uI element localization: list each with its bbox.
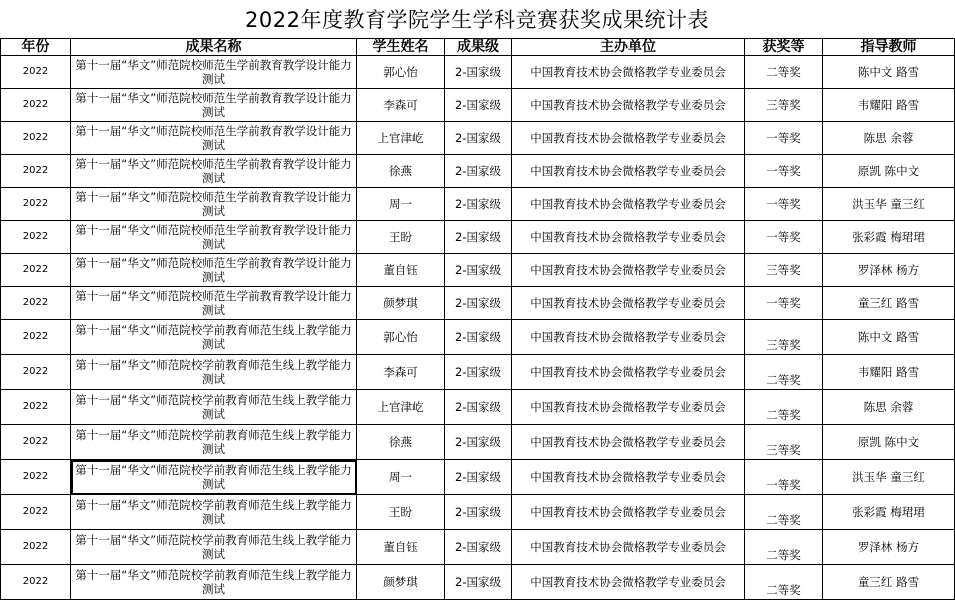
cell-award[interactable]: 二等奖 bbox=[745, 530, 823, 565]
cell-advisor[interactable]: 原凯 陈中文 bbox=[823, 155, 955, 188]
cell-award[interactable]: 二等奖 bbox=[745, 355, 823, 390]
cell-name[interactable]: 第十一届“华文”师范院校师范生学前教育教学设计能力测试 bbox=[71, 56, 357, 89]
cell-student[interactable]: 周一 bbox=[357, 188, 445, 221]
cell-student[interactable]: 郭心怡 bbox=[357, 320, 445, 355]
cell-host[interactable]: 中国教育技术协会微格教学专业委员会 bbox=[512, 56, 745, 89]
cell-name[interactable]: 第十一届“华文”师范院校师范生学前教育教学设计能力测试 bbox=[71, 287, 357, 320]
table-row bbox=[1, 188, 955, 221]
cell-advisor[interactable]: 张彩霞 梅珺珺 bbox=[823, 221, 955, 254]
cell-level[interactable]: 2-国家级 bbox=[445, 89, 512, 122]
cell-year[interactable]: 2022 bbox=[1, 56, 71, 89]
cell-level[interactable]: 2-国家级 bbox=[445, 355, 512, 390]
cell-year[interactable]: 2022 bbox=[1, 565, 71, 600]
cell-host[interactable]: 中国教育技术协会微格教学专业委员会 bbox=[512, 320, 745, 355]
cell-advisor[interactable]: 罗泽林 杨方 bbox=[823, 254, 955, 287]
table-row bbox=[1, 355, 955, 390]
cell-name[interactable]: 第十一届“华文”师范院校师范生学前教育教学设计能力测试 bbox=[71, 122, 357, 155]
cell-advisor[interactable]: 洪玉华 童三红 bbox=[823, 188, 955, 221]
cell-year[interactable]: 2022 bbox=[1, 390, 71, 425]
cell-student[interactable]: 郭心怡 bbox=[357, 56, 445, 89]
cell-level[interactable]: 2-国家级 bbox=[445, 254, 512, 287]
cell-host[interactable]: 中国教育技术协会微格教学专业委员会 bbox=[512, 89, 745, 122]
cell-advisor[interactable]: 童三红 路雪 bbox=[823, 287, 955, 320]
table-row bbox=[1, 425, 955, 460]
cell-name[interactable]: 第十一届“华文”师范院校学前教育师范生线上教学能力测试 bbox=[71, 460, 357, 495]
table-row bbox=[1, 460, 955, 495]
sheet-title[interactable]: 2022年度教育学院学生学科竞赛获奖成果统计表 bbox=[0, 0, 954, 39]
cell-level[interactable]: 2-国家级 bbox=[445, 390, 512, 425]
cell-advisor[interactable]: 洪玉华 童三红 bbox=[823, 460, 955, 495]
table-row bbox=[1, 122, 955, 155]
cell-advisor[interactable]: 张彩霞 梅珺珺 bbox=[823, 495, 955, 530]
cell-host[interactable]: 中国教育技术协会微格教学专业委员会 bbox=[512, 155, 745, 188]
cell-name[interactable]: 第十一届“华文”师范院校学前教育师范生线上教学能力测试 bbox=[71, 530, 357, 565]
cell-advisor[interactable]: 陈中文 路雪 bbox=[823, 56, 955, 89]
cell-year[interactable]: 2022 bbox=[1, 530, 71, 565]
cell-year[interactable]: 2022 bbox=[1, 221, 71, 254]
cell-name[interactable]: 第十一届“华文”师范院校学前教育师范生线上教学能力测试 bbox=[71, 355, 357, 390]
cell-student[interactable]: 徐燕 bbox=[357, 155, 445, 188]
table-row bbox=[1, 287, 955, 320]
cell-award[interactable]: 三等奖 bbox=[745, 254, 823, 287]
cell-level[interactable]: 2-国家级 bbox=[445, 122, 512, 155]
cell-name[interactable]: 第十一届“华文”师范院校学前教育师范生线上教学能力测试 bbox=[71, 425, 357, 460]
header-advisor[interactable]: 指导教师 bbox=[823, 39, 955, 56]
cell-award[interactable]: 三等奖 bbox=[745, 425, 823, 460]
cell-host[interactable]: 中国教育技术协会微格教学专业委员会 bbox=[512, 287, 745, 320]
cell-advisor[interactable]: 陈中文 路雪 bbox=[823, 320, 955, 355]
cell-host[interactable]: 中国教育技术协会微格教学专业委员会 bbox=[512, 565, 745, 600]
cell-level[interactable]: 2-国家级 bbox=[445, 565, 512, 600]
table-row bbox=[1, 530, 955, 565]
table-row bbox=[1, 221, 955, 254]
cell-level[interactable]: 2-国家级 bbox=[445, 188, 512, 221]
cell-name[interactable]: 第十一届“华文”师范院校师范生学前教育教学设计能力测试 bbox=[71, 188, 357, 221]
table-row bbox=[1, 254, 955, 287]
cell-award[interactable]: 一等奖 bbox=[745, 287, 823, 320]
cell-student[interactable]: 董自钰 bbox=[357, 254, 445, 287]
cell-award[interactable]: 一等奖 bbox=[745, 155, 823, 188]
header-level[interactable]: 成果级 bbox=[445, 39, 512, 56]
table-row bbox=[1, 155, 955, 188]
cell-host[interactable]: 中国教育技术协会微格教学专业委员会 bbox=[512, 122, 745, 155]
cell-level[interactable]: 2-国家级 bbox=[445, 495, 512, 530]
cell-advisor[interactable]: 原凯 陈中文 bbox=[823, 425, 955, 460]
cell-student[interactable]: 颜梦琪 bbox=[357, 565, 445, 600]
cell-student[interactable]: 上官津屹 bbox=[357, 390, 445, 425]
table-row bbox=[1, 89, 955, 122]
cell-level[interactable]: 2-国家级 bbox=[445, 425, 512, 460]
cell-host[interactable]: 中国教育技术协会微格教学专业委员会 bbox=[512, 460, 745, 495]
cell-advisor[interactable]: 陈思 余蓉 bbox=[823, 390, 955, 425]
header-row bbox=[1, 39, 955, 56]
cell-host[interactable]: 中国教育技术协会微格教学专业委员会 bbox=[512, 221, 745, 254]
table-row bbox=[1, 56, 955, 89]
cell-level[interactable]: 2-国家级 bbox=[445, 320, 512, 355]
cell-award[interactable]: 三等奖 bbox=[745, 89, 823, 122]
cell-host[interactable]: 中国教育技术协会微格教学专业委员会 bbox=[512, 425, 745, 460]
cell-level[interactable]: 2-国家级 bbox=[445, 460, 512, 495]
cell-student[interactable]: 李森可 bbox=[357, 89, 445, 122]
header-year[interactable]: 年份 bbox=[1, 39, 71, 56]
table-row bbox=[1, 390, 955, 425]
cell-student[interactable]: 颜梦琪 bbox=[357, 287, 445, 320]
cell-name[interactable]: 第十一届“华文”师范院校师范生学前教育教学设计能力测试 bbox=[71, 254, 357, 287]
cell-level[interactable]: 2-国家级 bbox=[445, 287, 512, 320]
cell-level[interactable]: 2-国家级 bbox=[445, 155, 512, 188]
cell-name[interactable]: 第十一届“华文”师范院校学前教育师范生线上教学能力测试 bbox=[71, 320, 357, 355]
cell-student[interactable]: 董自钰 bbox=[357, 530, 445, 565]
cell-advisor[interactable]: 韦耀阳 路雪 bbox=[823, 89, 955, 122]
header-student[interactable]: 学生姓名 bbox=[357, 39, 445, 56]
cell-name[interactable]: 第十一届“华文”师范院校师范生学前教育教学设计能力测试 bbox=[71, 155, 357, 188]
cell-advisor[interactable]: 罗泽林 杨方 bbox=[823, 530, 955, 565]
cell-year[interactable]: 2022 bbox=[1, 89, 71, 122]
cell-award[interactable]: 二等奖 bbox=[745, 56, 823, 89]
cell-award[interactable]: 二等奖 bbox=[745, 495, 823, 530]
cell-year[interactable]: 2022 bbox=[1, 287, 71, 320]
cell-level[interactable]: 2-国家级 bbox=[445, 221, 512, 254]
cell-name[interactable]: 第十一届“华文”师范院校师范生学前教育教学设计能力测试 bbox=[71, 221, 357, 254]
cell-host[interactable]: 中国教育技术协会微格教学专业委员会 bbox=[512, 390, 745, 425]
cell-year[interactable]: 2022 bbox=[1, 355, 71, 390]
cell-year[interactable]: 2022 bbox=[1, 320, 71, 355]
cell-award[interactable]: 一等奖 bbox=[745, 188, 823, 221]
cell-student[interactable]: 徐燕 bbox=[357, 425, 445, 460]
cell-year[interactable]: 2022 bbox=[1, 425, 71, 460]
cell-name[interactable]: 第十一届“华文”师范院校学前教育师范生线上教学能力测试 bbox=[71, 495, 357, 530]
cell-student[interactable]: 周一 bbox=[357, 460, 445, 495]
cell-level[interactable]: 2-国家级 bbox=[445, 56, 512, 89]
cell-award[interactable]: 一等奖 bbox=[745, 221, 823, 254]
header-host[interactable]: 主办单位 bbox=[512, 39, 745, 56]
cell-award[interactable]: 二等奖 bbox=[745, 390, 823, 425]
cell-award[interactable]: 二等奖 bbox=[745, 565, 823, 600]
cell-year[interactable]: 2022 bbox=[1, 155, 71, 188]
cell-advisor[interactable]: 韦耀阳 路雪 bbox=[823, 355, 955, 390]
table-row bbox=[1, 495, 955, 530]
cell-name[interactable]: 第十一届“华文”师范院校学前教育师范生线上教学能力测试 bbox=[71, 390, 357, 425]
cell-host[interactable]: 中国教育技术协会微格教学专业委员会 bbox=[512, 188, 745, 221]
cell-advisor[interactable]: 陈思 余蓉 bbox=[823, 122, 955, 155]
cell-advisor[interactable]: 童三红 路雪 bbox=[823, 565, 955, 600]
cell-year[interactable]: 2022 bbox=[1, 460, 71, 495]
cell-award[interactable]: 一等奖 bbox=[745, 122, 823, 155]
table-row bbox=[1, 320, 955, 355]
cell-award[interactable]: 一等奖 bbox=[745, 460, 823, 495]
header-award[interactable]: 获奖等 bbox=[745, 39, 823, 56]
awards-table bbox=[0, 38, 955, 600]
cell-host[interactable]: 中国教育技术协会微格教学专业委员会 bbox=[512, 355, 745, 390]
cell-award[interactable]: 三等奖 bbox=[745, 320, 823, 355]
cell-student[interactable]: 王盼 bbox=[357, 221, 445, 254]
cell-year[interactable]: 2022 bbox=[1, 188, 71, 221]
cell-student[interactable]: 王盼 bbox=[357, 495, 445, 530]
cell-name[interactable]: 第十一届“华文”师范院校师范生学前教育教学设计能力测试 bbox=[71, 89, 357, 122]
cell-name[interactable]: 第十一届“华文”师范院校学前教育师范生线上教学能力测试 bbox=[71, 565, 357, 600]
cell-student[interactable]: 上官津屹 bbox=[357, 122, 445, 155]
cell-year[interactable]: 2022 bbox=[1, 495, 71, 530]
cell-year[interactable]: 2022 bbox=[1, 254, 71, 287]
cell-student[interactable]: 李森可 bbox=[357, 355, 445, 390]
cell-host[interactable]: 中国教育技术协会微格教学专业委员会 bbox=[512, 495, 745, 530]
cell-level[interactable]: 2-国家级 bbox=[445, 530, 512, 565]
table-row bbox=[1, 565, 955, 600]
cell-year[interactable]: 2022 bbox=[1, 122, 71, 155]
header-name[interactable]: 成果名称 bbox=[71, 39, 357, 56]
cell-host[interactable]: 中国教育技术协会微格教学专业委员会 bbox=[512, 530, 745, 565]
cell-host[interactable]: 中国教育技术协会微格教学专业委员会 bbox=[512, 254, 745, 287]
